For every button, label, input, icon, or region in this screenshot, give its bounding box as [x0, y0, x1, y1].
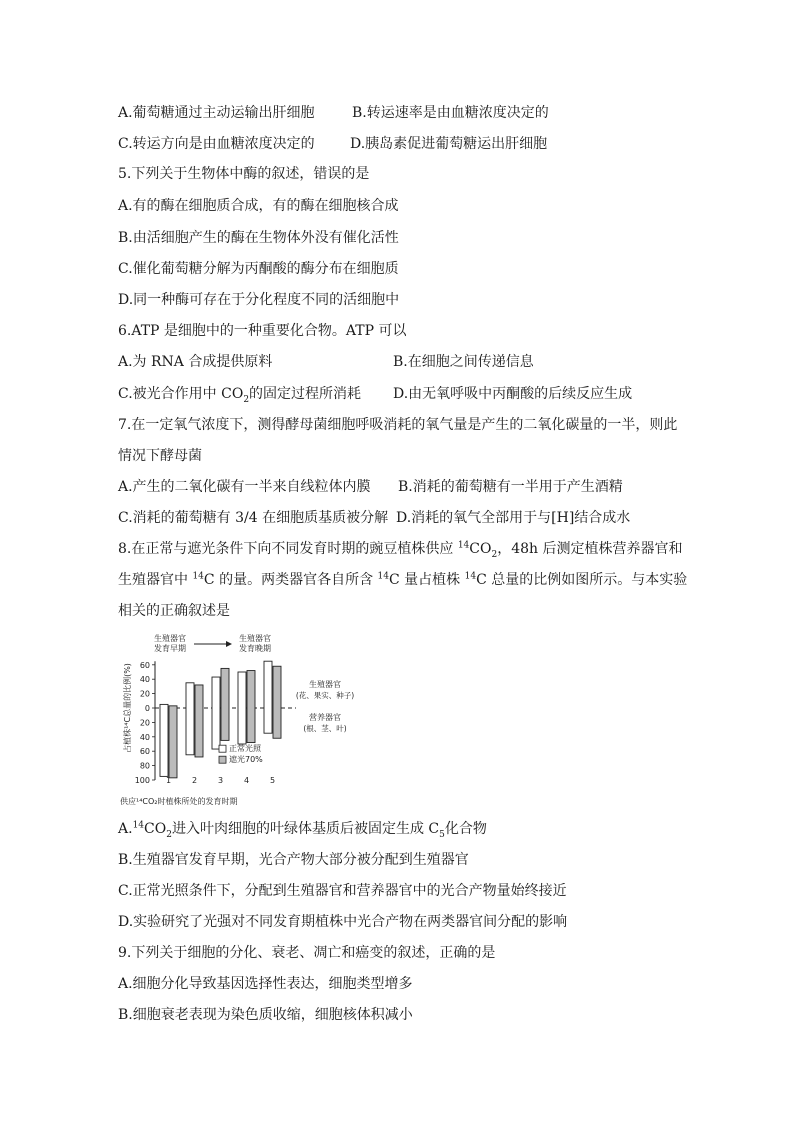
q5-stem: 5.下列关于生物体中酶的叙述，错误的是 [118, 166, 370, 182]
right-lower-label-1: 营养器官 [309, 713, 341, 722]
bar-shaded-1 [169, 706, 177, 778]
q6-option-d: D.由无氧呼吸中丙酮酸的后续反应生成 [393, 386, 633, 402]
x-tick-label: 5 [269, 776, 276, 785]
y-tick-label: 0 [144, 704, 150, 713]
q9-option-b: B.细胞衰老表现为染色质收缩，细胞核体积减小 [118, 1007, 413, 1023]
q7-option-a: A.产生的二氧化碳有一半来自线粒体内膜 [118, 479, 371, 495]
top-left-label-1: 生殖器官 [154, 634, 186, 643]
bar-shaded-2 [195, 685, 203, 757]
right-upper-label-1: 生殖器官 [309, 680, 341, 689]
y-axis-label: 占植株¹⁴C总量的比例(%) [123, 663, 132, 753]
q7-option-b: B.消耗的葡萄糖有一半用于产生酒精 [398, 479, 623, 495]
q7-option-c: C.消耗的葡萄糖有 3/4 在细胞质基质被分解 [118, 510, 389, 526]
y-tick-label: 20 [139, 689, 150, 699]
x-tick-label: 4 [243, 776, 250, 785]
q4-option-d: D.胰岛素促进葡萄糖运出肝细胞 [350, 136, 548, 152]
bar-normal-4 [238, 672, 246, 744]
y-tick-label: 80 [139, 761, 150, 771]
bar-normal-2 [186, 683, 194, 755]
q4-option-b: B.转运速率是由血糖浓度决定的 [352, 105, 549, 121]
q7-option-d: D.消耗的氧气全部用于与[H]结合成水 [396, 510, 631, 526]
y-tick-label: 100 [134, 776, 150, 785]
q6-option-c: C.被光合作用中 $CO_2$的固定过程所消耗 [118, 386, 362, 405]
right-upper-label-2: (花、果实、种子) [295, 691, 355, 700]
q8-stem-line3: 相关的正确叙述是 [118, 603, 230, 619]
right-lower-label-2: (根、茎、叶) [303, 724, 347, 733]
legend-label-0: 正常光照 [229, 744, 261, 754]
q6-option-b: B.在细胞之间传递信息 [393, 354, 534, 370]
top-right-label-2: 发育晚期 [239, 644, 271, 653]
q8-stem-line2: 生殖器官中 $^{14}$C 的量。两类器官各自所含 $^{14}$C 量占植株 $^{14}$C 总量的比例如图所示。与本实验 [118, 571, 688, 588]
y-tick-label: 60 [139, 747, 150, 757]
legend-swatch-1 [219, 756, 226, 763]
q6-option-a: A.为 RNA 合成提供原料 [118, 354, 273, 370]
q8-stem-line1: 8.在正常与遮光条件下向不同发育时期的豌豆植株供应 $^{14}CO_2$，48h 后测定植株营养器官和 [118, 540, 683, 560]
bar-normal-3 [212, 677, 220, 749]
x-tick-label: 2 [191, 776, 198, 785]
y-tick-label: 40 [139, 675, 150, 685]
top-right-label-1: 生殖器官 [239, 634, 271, 643]
legend-label-1: 遮光70% [229, 755, 263, 765]
q6-stem: 6.ATP 是细胞中的一种重要化合物。ATP 可以 [118, 323, 407, 339]
q5-option-a: A.有的酶在细胞质合成，有的酶在细胞核合成 [118, 198, 399, 214]
carbon-distribution-chart [118, 630, 368, 810]
x-tick-label: 3 [217, 776, 224, 785]
q9-stem: 9.下列关于细胞的分化、衰老、凋亡和癌变的叙述，正确的是 [118, 945, 496, 961]
x-axis-label: 供应¹⁴CO₂时植株所处的发育时期 [120, 797, 238, 806]
arrow-head [226, 641, 232, 647]
bar-shaded-5 [273, 666, 281, 738]
y-tick-label: 60 [139, 660, 150, 670]
q4-option-c: C.转运方向是由血糖浓度决定的 [118, 136, 315, 152]
bar-shaded-3 [221, 668, 229, 740]
q7-stem-line1: 7.在一定氧气浓度下，测得酵母菌细胞呼吸消耗的氧气量是产生的二氧化碳量的一半，则此 [118, 417, 678, 433]
q7-stem-line2: 情况下酵母菌 [118, 448, 202, 464]
q8-option-c: C.正常光照条件下，分配到生殖器官和营养器官中的光合产物量始终接近 [118, 883, 567, 899]
bar-normal-5 [264, 661, 272, 733]
legend-swatch-0 [219, 745, 226, 752]
top-left-label-2: 发育早期 [154, 644, 186, 653]
q8-option-a: $A.^{14}CO_2$进入叶肉细胞的叶绿体基质后被固定生成 $C_5$化合物 [118, 820, 487, 840]
x-tick-label: 1 [165, 776, 172, 785]
q9-option-a: A.细胞分化导致基因选择性表达，细胞类型增多 [118, 976, 413, 992]
q5-option-c: C.催化葡萄糖分解为丙酮酸的酶分布在细胞质 [118, 261, 399, 277]
y-tick-label: 40 [139, 732, 150, 742]
q5-option-b: B.由活细胞产生的酶在生物体外没有催化活性 [118, 230, 399, 246]
bar-shaded-4 [247, 671, 255, 743]
q8-option-d: D.实验研究了光强对不同发育期植株中光合产物在两类器官间分配的影响 [118, 914, 568, 930]
q8-option-b: B.生殖器官发育早期，光合产物大部分被分配到生殖器官 [118, 852, 469, 868]
q5-option-d: D.同一种酶可存在于分化程度不同的活细胞中 [118, 292, 400, 308]
q4-option-a: A.葡萄糖通过主动运输出肝细胞 [118, 105, 315, 121]
bar-normal-1 [160, 704, 168, 776]
y-tick-label: 20 [139, 718, 150, 728]
